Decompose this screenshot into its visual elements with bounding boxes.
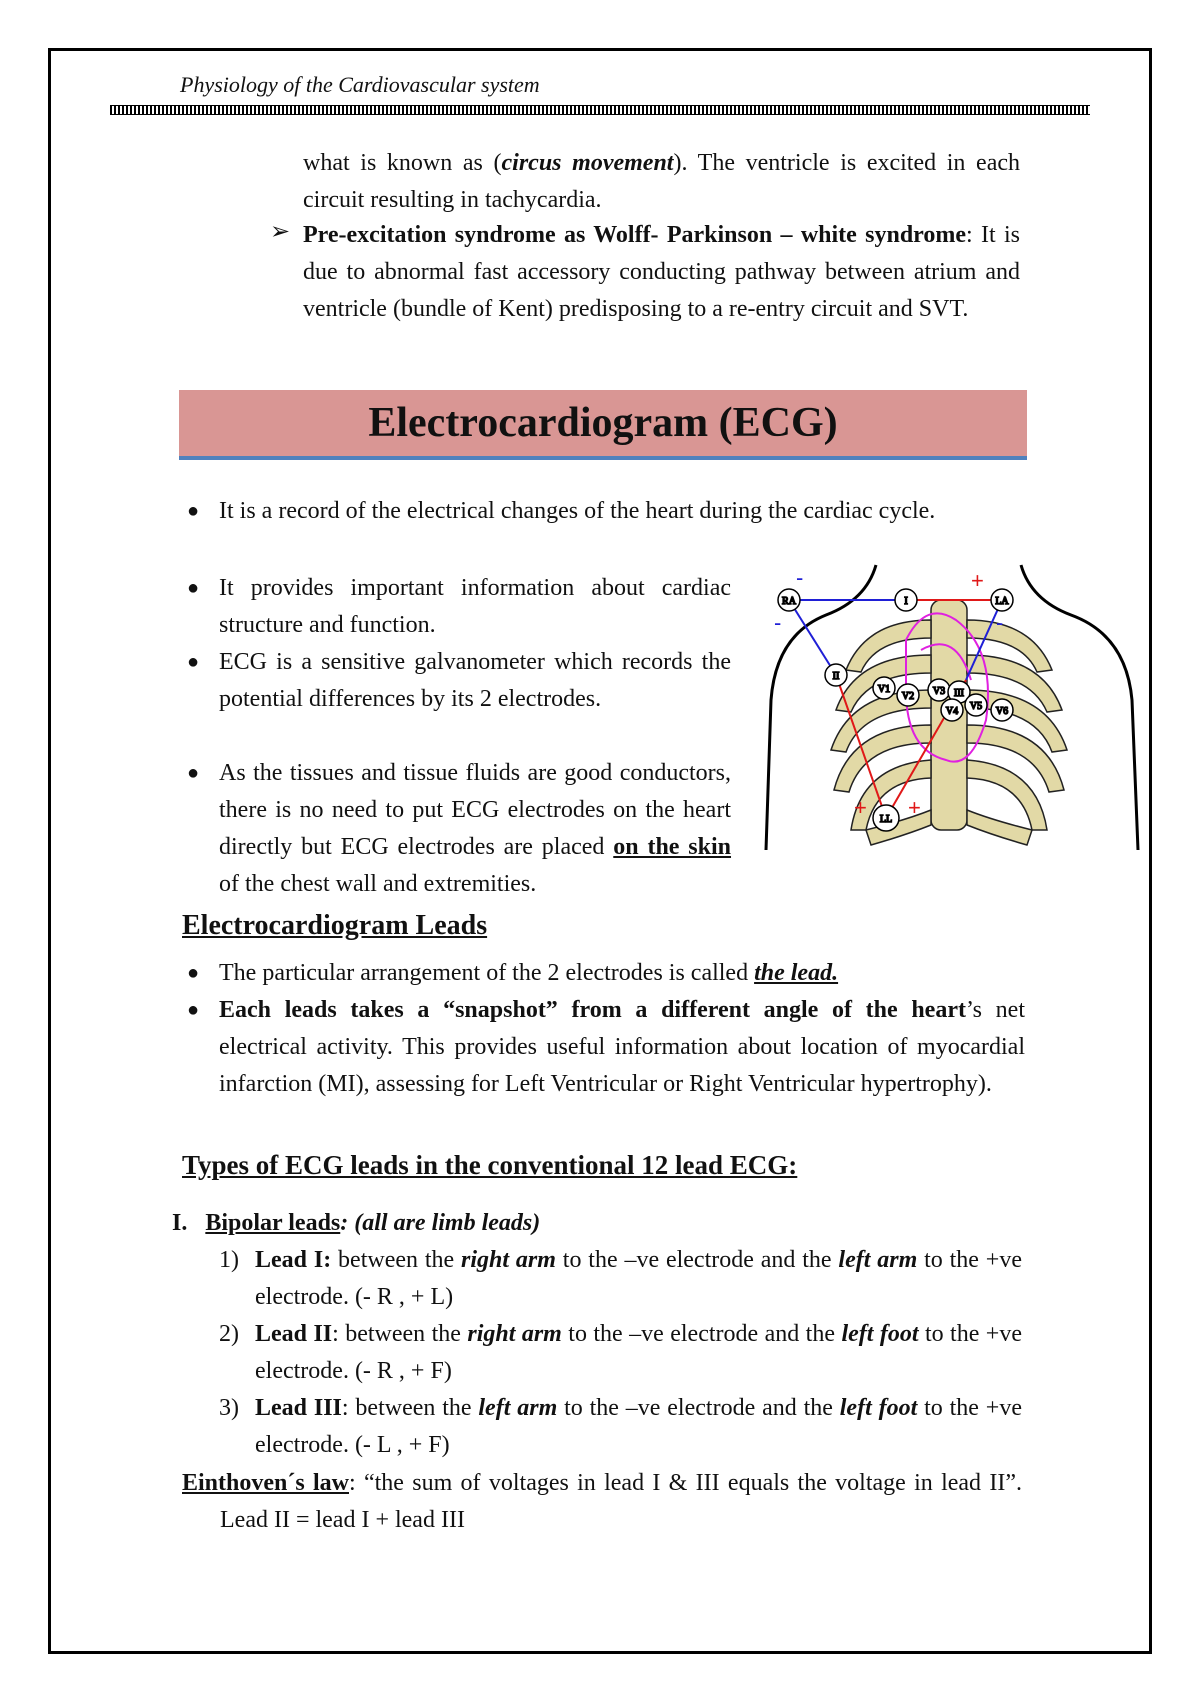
electrode-label-iii: III (954, 688, 964, 699)
electrode-label-v6: V6 (995, 706, 1009, 717)
list-item (183, 955, 1025, 992)
list-item (183, 644, 731, 718)
bipolar-heading (172, 1205, 1022, 1242)
ecg-point-4-b: of the chest wall and extremities. (219, 871, 537, 897)
bipolar-lead-list (219, 1242, 1022, 1464)
einthoven-label: Einthoven´s law (182, 1470, 349, 1496)
lead-text: to the +ve electrode. (- R , + F) (255, 1321, 1022, 1384)
bullet-icon: ● (187, 500, 200, 522)
electrode-label-v5: V5 (969, 701, 983, 712)
lead-limb: right arm (467, 1321, 562, 1347)
lead-name: Lead II (255, 1321, 333, 1347)
bipolar-note: : (all are limb leads) (340, 1210, 541, 1236)
lead-name: Lead III (255, 1395, 342, 1421)
einthoven-equation: Lead II = lead I + lead III (220, 1507, 465, 1533)
lead-text: to the +ve electrode. (- L , + F) (255, 1395, 1022, 1458)
minus-sign: - (774, 610, 782, 635)
electrode-label-la: LA (995, 596, 1009, 607)
list-item (183, 992, 1025, 1103)
bullet-icon: ● (187, 651, 200, 673)
ecg-point-1: It is a record of the electrical changes of the heart during the cardiac cycle. (219, 498, 936, 524)
intro-text-a: what is known as ( (303, 150, 502, 176)
leads-point-1-em: the lead. (754, 960, 839, 986)
lead-limb: left arm (478, 1395, 558, 1421)
bipolar-num: I. (172, 1210, 188, 1236)
electrode-label-v3: V3 (932, 686, 946, 697)
types-heading: Types of ECG leads in the conventional 12 lead ECG: (182, 1150, 798, 1180)
bullet-icon: ● (187, 577, 200, 599)
list-item (183, 493, 1025, 530)
bullet-icon: ● (187, 999, 200, 1021)
wpw-paragraph (303, 217, 1020, 328)
plus-sign: + (971, 568, 984, 593)
lead-limb: left arm (838, 1247, 918, 1273)
lead-limb: left foot (839, 1395, 918, 1421)
minus-sign: - (796, 565, 804, 590)
wpw-rest: : It is due to abnormal fast accessory conducting pathway between atrium and ventricle (bundle of Kent) predisposing to a re-entry circuit and SVT. (303, 222, 1021, 322)
plus-sign: + (908, 795, 921, 820)
lead-number: 1) (219, 1247, 239, 1273)
list-item (219, 1242, 1022, 1316)
lead-number: 2) (219, 1321, 239, 1347)
arrow-bullet-icon: ➢ (270, 219, 291, 245)
bullet-icon: ● (187, 762, 200, 784)
banner-title: Electrocardiogram (ECG) (368, 400, 838, 446)
header-rule (110, 105, 1090, 115)
lead-limb: right arm (461, 1247, 556, 1273)
list-item (183, 570, 731, 644)
intro-em: circus movement (501, 150, 674, 176)
lead-limb: left foot (841, 1321, 919, 1347)
electrode-label-ii: II (832, 671, 840, 682)
plus-sign: + (854, 795, 867, 820)
leads-point-2-rest: ’s net electrical activity. This provides useful information about location of myocardial infarction (MI), assessing for Left Ventricular or Right Ventricular hypertrophy). (219, 997, 1025, 1097)
ecg-bullet-list-1 (183, 493, 1025, 530)
ecg-point-3: ECG is a sensitive galvanometer which records the potential differences by its 2 electrodes. (219, 649, 731, 712)
section-banner (179, 390, 1027, 460)
list-item (219, 1316, 1022, 1390)
lead-text: to the –ve electrode and the (561, 1321, 842, 1347)
electrode-label-v1: V1 (877, 684, 891, 695)
ecg-point-4 (219, 755, 731, 903)
leads-point-1-a: The particular arrangement of the 2 electrodes is called (219, 960, 755, 986)
lead-text: : between the (332, 1321, 468, 1347)
ecg-point-4-a: As the tissues and tissue fluids are good conductors, there is no need to put ECG electrodes on the heart directly but ECG electrodes are placed (219, 760, 731, 860)
intro-continuation (303, 145, 1020, 219)
leads-bullet-list (183, 955, 1025, 1103)
einthoven-law (182, 1465, 1022, 1539)
running-header: Physiology of the Cardiovascular system (180, 72, 540, 97)
lead-number: 3) (219, 1395, 239, 1421)
lead-name: Lead I: (255, 1247, 332, 1273)
lead-text: to the +ve electrode. (- R , + L) (255, 1247, 1022, 1310)
electrode-label-ll: LL (879, 814, 893, 825)
bullet-icon: ● (187, 962, 200, 984)
minus-sign: - (996, 610, 1004, 635)
lead-text: to the –ve electrode and the (555, 1247, 839, 1273)
electrode-label-v2: V2 (901, 691, 915, 702)
ecg-point-4-u: on the skin (613, 834, 732, 860)
electrode-label-i: I (904, 596, 908, 607)
wpw-bold: Pre-excitation syndrome as Wolff- Parkinson – white syndrome (303, 222, 967, 248)
bipolar-label: Bipolar leads (205, 1210, 341, 1236)
lead-text: between the (331, 1247, 462, 1273)
lead-text: : between the (341, 1395, 479, 1421)
ecg-bullet-list-2 (183, 570, 731, 718)
lead-text: to the –ve electrode and the (557, 1395, 840, 1421)
einthoven-text: : “the sum of voltages in lead I & III equals the voltage in lead II”. (349, 1470, 1022, 1496)
intro-text-b: ). The ventricle is excited in each circuit resulting in tachycardia. (303, 150, 1021, 213)
ecg-point-2: It provides important information about cardiac structure and function. (219, 575, 731, 638)
electrode-label-v4: V4 (945, 706, 959, 717)
leads-heading: Electrocardiogram Leads (182, 910, 488, 941)
electrode-label-ra: RA (782, 596, 796, 607)
chest-lead-diagram (756, 560, 1156, 860)
list-item (219, 1390, 1022, 1464)
leads-point-2-bold: Each leads takes a “snapshot” from a different angle of the heart (219, 997, 966, 1023)
